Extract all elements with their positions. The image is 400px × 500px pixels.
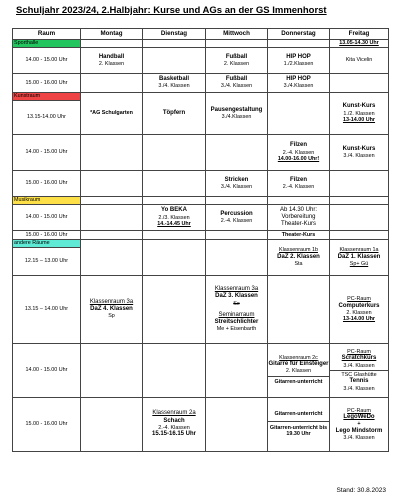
course-cell: Gitarren-unterricht Gitarren-unterricht bis 19.30 Uhr <box>268 398 330 452</box>
header-raum: Raum <box>13 29 81 40</box>
page-title: Schuljahr 2023/24, 2.Halbjahr: Kurse und AGs an der GS Immenhorst <box>16 5 327 16</box>
time-cell: 15.00 - 16.00 Uhr <box>13 231 81 240</box>
kunst-row-2 <box>13 135 389 171</box>
course-cell: PC-Raum Scratchkurs 3./4. Klassen TSC Glashütte Tennis 3./4. Klassen <box>330 344 389 398</box>
section-kunstraum-row <box>13 93 389 101</box>
time-cell: 15.00 - 16.00 Uhr <box>13 398 81 452</box>
sport-row-2 <box>13 74 389 93</box>
course-cell: PC-Raum LegoWeDo + Lego Mindstorm 3./4. Klassen <box>330 398 389 452</box>
course-cell: Basketball 3./4. Klassen <box>143 74 206 93</box>
time-cell: 14.00 - 15.00 Uhr <box>13 344 81 398</box>
course-cell: Klassenraum 3a DaZ 3. Klassen Se Seminarraum Streitschlichter Me + Eisenbarth <box>206 276 268 344</box>
course-cell: Pausengestaltung 3./4.Klassen <box>206 93 268 135</box>
time-cell: 15.00 - 16.00 Uhr <box>13 74 81 93</box>
course-cell: Handball 2. Klassen <box>81 48 143 74</box>
header-mittwoch: Mittwoch <box>206 29 268 40</box>
stand-date: Stand: 30.8.2023 <box>336 487 386 494</box>
course-cell: Kunst-Kurs 1./2. Klassen 13-14.00 Uhr <box>330 93 389 135</box>
course-cell: Ab 14.30 Uhr: Vorbereitung Theater-Kurs <box>268 205 330 231</box>
course-cell: Kita Vicelin <box>330 48 389 74</box>
course-cell: Percussion 2.-4. Klassen <box>206 205 268 231</box>
header-donnerstag: Donnerstag <box>268 29 330 40</box>
section-musikraum: Musikraum <box>13 197 81 205</box>
time-cell: 13.15-14.00 Uhr <box>13 101 81 135</box>
course-cell: Theater-Kurs <box>268 231 330 240</box>
course-cell: Filzen 2.-4. Klassen 14.00-16.00 Uhr! <box>268 135 330 171</box>
course-cell: Filzen 2.-4. Klassen <box>268 171 330 197</box>
course-cell: Yo BEKA 2./3. Klassen 14.-14.45 Uhr <box>143 205 206 231</box>
course-cell: Töpfern <box>143 93 206 135</box>
musik-row-2 <box>13 231 389 240</box>
time-cell: 14.00 - 15.00 Uhr <box>13 135 81 171</box>
course-cell: *AG Schulgarten <box>81 93 143 135</box>
header-dienstag: Dienstag <box>143 29 206 40</box>
course-cell: Klassenraum 2a Schach 2.-4. Klassen 15.15-16.15 Uhr <box>143 398 206 452</box>
andere-row-3 <box>13 344 389 398</box>
course-cell: HIP HOP 1./2.Klassen <box>268 48 330 74</box>
header-montag: Montag <box>81 29 143 40</box>
section-sporthalle-row <box>13 40 389 48</box>
section-kunstraum: Kunstraum <box>13 93 81 101</box>
section-musikraum-row <box>13 197 389 205</box>
time-cell: 14.00 - 15.00 Uhr <box>13 48 81 74</box>
course-cell: PC-Raum Computerkurs 2. Klassen 13-14.00 Uhr <box>330 276 389 344</box>
header-row <box>13 29 389 40</box>
time-cell: 14.00 - 15.00 Uhr <box>13 205 81 231</box>
header-freitag: Freitag <box>330 29 389 40</box>
time-cell: 13.15 – 14.00 Uhr <box>13 276 81 344</box>
course-cell: Klassenraum 2c Gitarre für Einsteiger 2. Klassen Gitarren-unterricht <box>268 344 330 398</box>
section-andere: andere Räume <box>13 240 81 248</box>
sport-row-1 <box>13 48 389 74</box>
kunst-row-3 <box>13 171 389 197</box>
course-cell: Stricken 3./4. Klassen <box>206 171 268 197</box>
course-cell: Fußball 3./4. Klassen <box>206 74 268 93</box>
sport-fri-top: 13.05-14.30 Uhr <box>330 40 389 48</box>
andere-row-2 <box>13 276 389 344</box>
course-cell: Klassenraum 1a DaZ 1. Klassen Sp+ Gü <box>330 240 389 276</box>
musik-row-1 <box>13 205 389 231</box>
course-cell: Klassenraum 1b DaZ 2. Klassen Sta <box>268 240 330 276</box>
andere-row-4 <box>13 398 389 452</box>
course-cell: Kunst-Kurs 3./4. Klassen <box>330 135 389 171</box>
section-andere-row <box>13 240 389 248</box>
schedule-table <box>12 28 389 452</box>
course-cell: HIP HOP 3./4.Klassen <box>268 74 330 93</box>
course-cell: Fußball 2. Klassen <box>206 48 268 74</box>
time-cell: 12.15 – 13.00 Uhr <box>13 248 81 276</box>
section-sporthalle: Sporthalle <box>13 40 81 48</box>
course-cell: Klassenraum 3a DaZ 4. Klassen Sp <box>81 276 143 344</box>
time-cell: 15.00 - 16.00 Uhr <box>13 171 81 197</box>
